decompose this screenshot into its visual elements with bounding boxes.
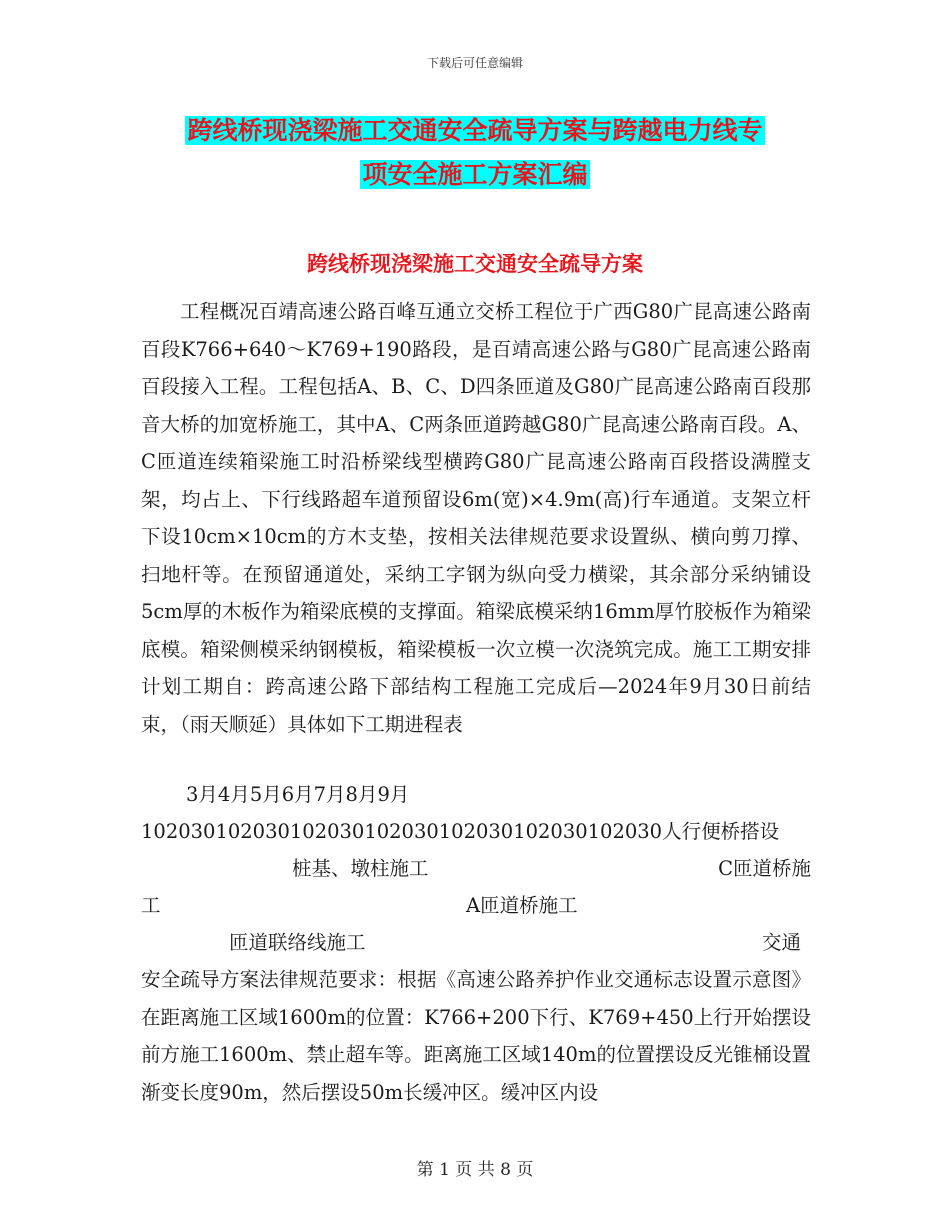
schedule-days: 102030102030102030102030102030102030102030人行便桥搭设 (141, 820, 780, 843)
paragraph-traffic-guidance: 安全疏导方案法律规范要求：根据《高速公路养护作业交通标志设置示意图》在距离施工区域1600m的位置：K766+200下行、K769+450上行开始摆设前方施工1600m、禁止超车等。距离施工区域140m的位置摆设反光锥桶设置渐变长度90m，然后摆设50m长缓冲区。缓冲区内设 (141, 968, 811, 1104)
section-title: 跨线桥现浇梁施工交通安全疏导方案 (307, 251, 643, 276)
schedule-pile-task: 桩基、墩柱施工 (292, 857, 429, 880)
schedule-row-b-start: 工 (141, 894, 161, 917)
title-highlight-2: 项安全施工方案汇编 (362, 160, 588, 189)
schedule-a-ramp-task: A匝道桥施工 (466, 894, 578, 917)
paragraph-project-overview: 工程概况百靖高速公路百峰互通立交桥工程位于广西G80广昆高速公路南百段K766+640～K769+190路段，是百靖高速公路与G80广昆高速公路南百段接入工程。工程包括A、B、C、D四条匝道及G80广昆高速公路南百段那音大桥的加宽桥施工，其中A、C两条匝道跨越G80广昆高速公路南百段。A、C匝道连续箱梁施工时沿桥梁线型横跨G80广昆高速公路南百段搭设满膛支架，均占上、下行线路超车道预留设6m(宽)×4.9m(高)行车通道。支架立杆下设10cm×10cm的方木支垫，按相关法律规范要求设置纵、横向剪刀撑、扫地杆等。在预留通道处，采纳工字钢为纵向受力横梁，其余部分采纳铺设5cm厚的木板作为箱梁底模的支撑面。箱梁底模采纳16mm厚竹胶板作为箱梁底模。箱梁侧模采纳钢模板，箱梁模板一次立模一次浇筑完成。施工工期安排计划工期自：跨高速公路下部结构工程施工完成后—2024年9月30日前结束，（雨天顺延）具体如下工期进程表 (141, 300, 811, 736)
title-highlight-1: 跨线桥现浇梁施工交通安全疏导方案与跨越电力线专 (187, 116, 763, 145)
schedule-traffic-label: 交通 (761, 931, 801, 954)
schedule-months: 3月4月5月6月7月8月9月 (186, 783, 410, 806)
page-footer: 第 1 页 共 8 页 (416, 1160, 534, 1180)
schedule-c-ramp-task: C匝道桥施 (718, 857, 811, 880)
schedule-link-road-task: 匝道联络线施工 (229, 931, 366, 954)
document-title-line-1 (0, 114, 950, 148)
header-note: 下载后可任意编辑 (426, 56, 523, 70)
document-title-line-2 (0, 158, 950, 192)
